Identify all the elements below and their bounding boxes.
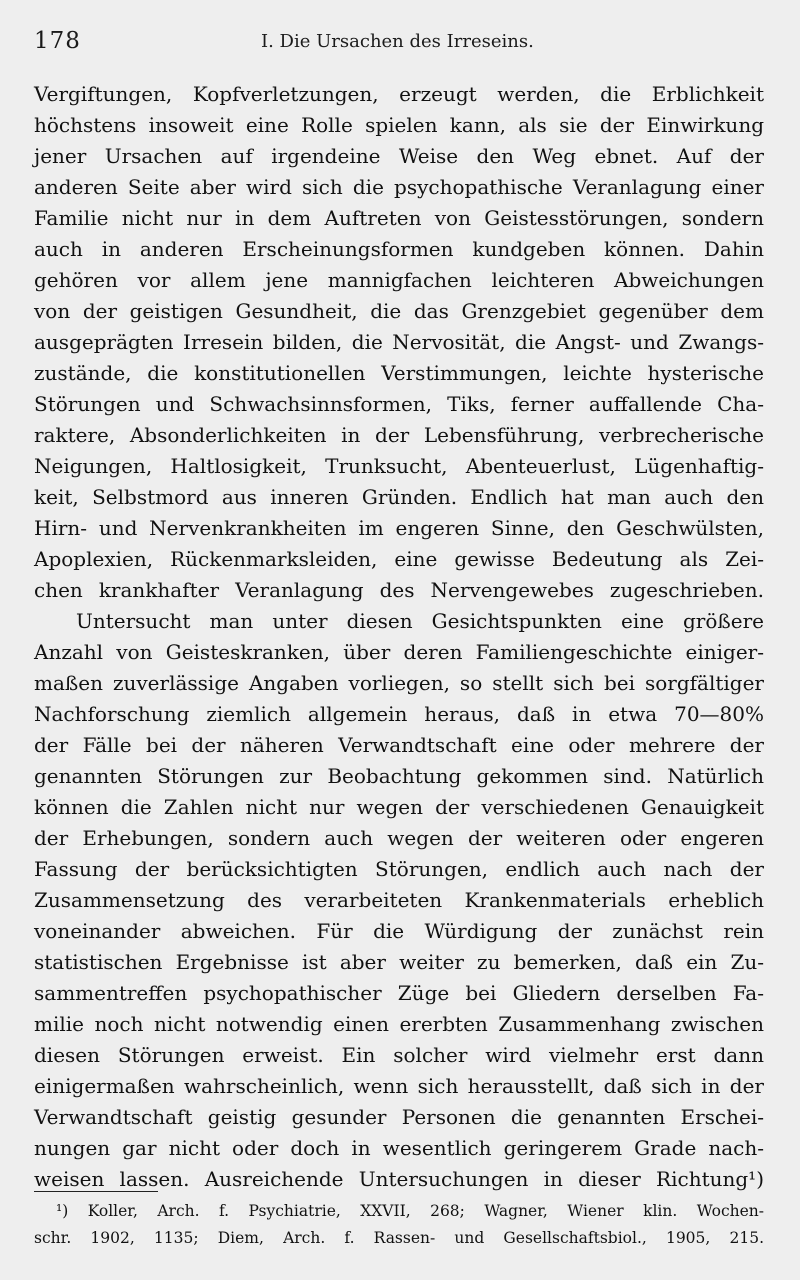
text-line: Störungen und Schwachsinnsformen, Tiks, ferner auffallende Cha- [34, 392, 764, 416]
text-line: Zusammensetzung des verarbeiteten Krankenmaterials erheblich [34, 888, 764, 912]
footnotes [34, 1198, 764, 1252]
text-line: von der geistigen Gesundheit, die das Grenzgebiet gegenüber dem [34, 299, 764, 323]
text-line: auch in anderen Erscheinungsformen kundgeben können. Dahin [34, 237, 764, 261]
text-line: Neigungen, Haltlosigkeit, Trunksucht, Abenteuerlust, Lügenhaftig- [34, 454, 764, 478]
text-line: einigermaßen wahrscheinlich, wenn sich herausstellt, daß sich in der [34, 1074, 764, 1098]
text-line: chen krankhafter Veranlagung des Nervengewebes zugeschrieben. [34, 578, 764, 602]
text-line: Hirn- und Nervenkrankheiten im engeren Sinne, den Geschwülsten, [34, 516, 764, 540]
text-line: anderen Seite aber wird sich die psychopathische Veranlagung einer [34, 175, 764, 199]
text-line: milie noch nicht notwendig einen ererbten Zusammenhang zwischen [34, 1012, 764, 1036]
text-line: jener Ursachen auf irgendeine Weise den Weg ebnet. Auf der [34, 144, 764, 168]
text-line: zustände, die konstitutionellen Verstimmungen, leichte hysterische [34, 361, 764, 385]
text-line: Untersucht man unter diesen Gesichtspunkten eine größere [76, 609, 764, 633]
text-line: Vergiftungen, Kopfverletzungen, erzeugt werden, die Erblichkeit [34, 82, 764, 106]
text-line: keit, Selbstmord aus inneren Gründen. Endlich hat man auch den [34, 485, 764, 509]
page-number: 178 [34, 28, 81, 54]
text-line: der Erhebungen, sondern auch wegen der weiteren oder engeren [34, 826, 764, 850]
text-line: höchstens insoweit eine Rolle spielen kann, als sie der Einwirkung [34, 113, 764, 137]
text-line: der Fälle bei der näheren Verwandtschaft eine oder mehrere der [34, 733, 764, 757]
text-line: Apoplexien, Rückenmarksleiden, eine gewisse Bedeutung als Zei- [34, 547, 764, 571]
text-line: weisen lassen. Ausreichende Untersuchungen in dieser Richtung¹) [34, 1167, 764, 1191]
footnote-divider [34, 1191, 158, 1192]
text-line: Verwandtschaft geistig gesunder Personen die genannten Erschei- [34, 1105, 764, 1129]
text-line: ausgeprägten Irresein bilden, die Nervosität, die Angst- und Zwangs- [34, 330, 764, 354]
running-head: I. Die Ursachen des Irreseins. [261, 31, 534, 52]
body-text [34, 79, 764, 1195]
text-line: Fassung der berücksichtigten Störungen, endlich auch nach der [34, 857, 764, 881]
text-line: nungen gar nicht oder doch in wesentlich geringerem Grade nach- [34, 1136, 764, 1160]
text-line: Familie nicht nur in dem Auftreten von Geistesstörungen, sondern [34, 206, 764, 230]
text-line: diesen Störungen erweist. Ein solcher wird vielmehr erst dann [34, 1043, 764, 1067]
footnote-line: ¹) Koller, Arch. f. Psychiatrie, XXVII, 268; Wagner, Wiener klin. Wochen- [56, 1202, 764, 1220]
text-line: maßen zuverlässige Angaben vorliegen, so stellt sich bei sorgfältiger [34, 671, 764, 695]
text-line: gehören vor allem jene mannigfachen leichteren Abweichungen [34, 268, 764, 292]
footnote-line: schr. 1902, 1135; Diem, Arch. f. Rassen- und Gesellschaftsbiol., 1905, 215. [34, 1229, 764, 1247]
text-line: Anzahl von Geisteskranken, über deren Familiengeschichte einiger- [34, 640, 764, 664]
text-line: raktere, Absonderlichkeiten in der Lebensführung, verbrecherische [34, 423, 764, 447]
text-line: können die Zahlen nicht nur wegen der verschiedenen Genauigkeit [34, 795, 764, 819]
text-line: statistischen Ergebnisse ist aber weiter zu bemerken, daß ein Zu- [34, 950, 764, 974]
text-line: Nachforschung ziemlich allgemein heraus, daß in etwa 70—80% [34, 702, 764, 726]
page-header [34, 28, 764, 62]
text-line: sammentreffen psychopathischer Züge bei Gliedern derselben Fa- [34, 981, 764, 1005]
text-line: genannten Störungen zur Beobachtung gekommen sind. Natürlich [34, 764, 764, 788]
text-line: voneinander abweichen. Für die Würdigung der zunächst rein [34, 919, 764, 943]
